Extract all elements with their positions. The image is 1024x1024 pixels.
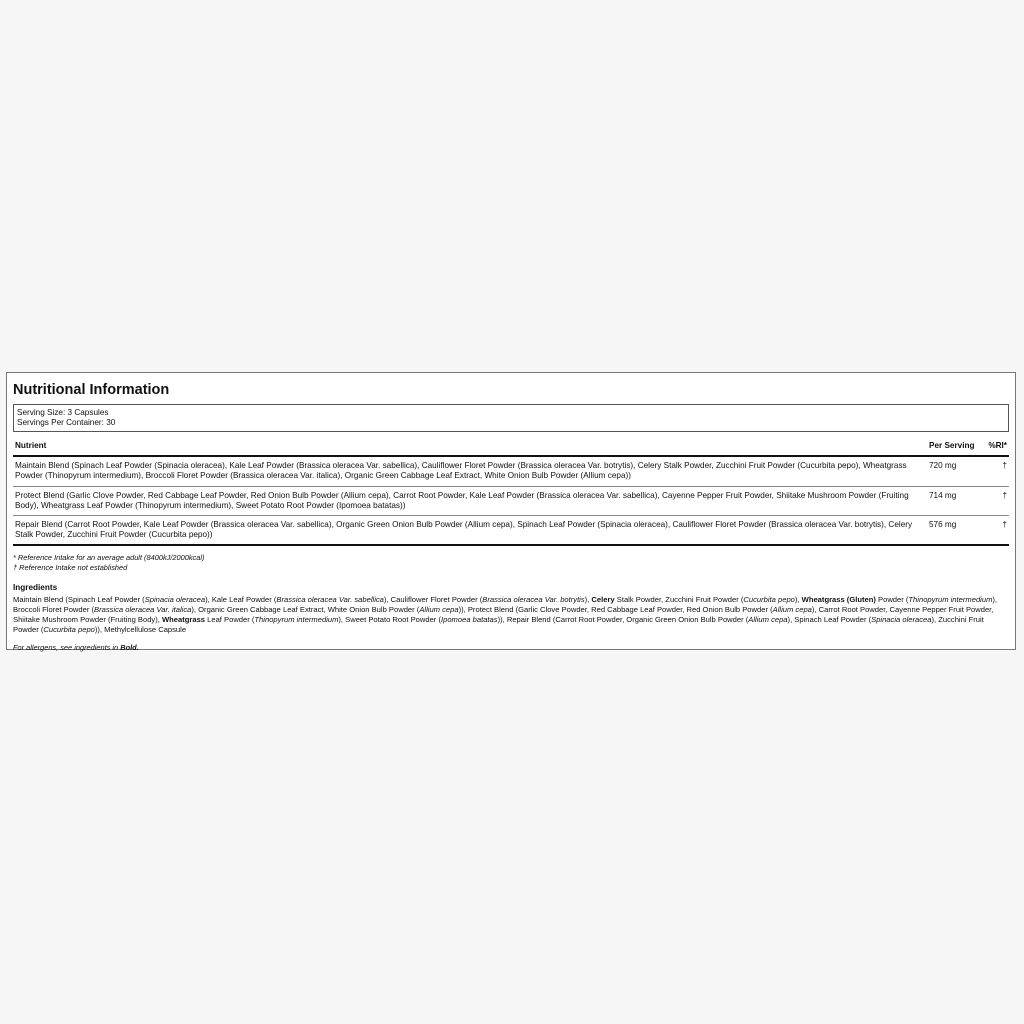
header-ri: %RI* xyxy=(981,438,1009,456)
ingredient-text-segment: ), xyxy=(584,595,592,605)
ingredient-allergen: Wheatgrass xyxy=(161,615,206,625)
ingredient-text-segment: Leaf Powder ( xyxy=(205,615,255,625)
serving-info-box xyxy=(13,404,1009,432)
ingredient-text-segment: ), Sweet Potato Root Powder ( xyxy=(338,615,441,625)
allergen-note xyxy=(13,643,1009,653)
ingredient-text-segment: Stalk Powder, Zucchini Fruit Powder ( xyxy=(614,595,744,605)
ingredient-latin-name: Allium cepa xyxy=(748,615,788,625)
footnotes xyxy=(13,553,1009,573)
ingredient-allergen: Celery xyxy=(591,595,615,605)
table-header-row xyxy=(13,438,1009,456)
ingredient-text-segment: )), Methylcellulose Capsule xyxy=(94,625,187,635)
ingredients-text xyxy=(13,595,1009,635)
table-row xyxy=(13,516,1009,546)
ingredient-allergen: Wheatgrass (Gluten) xyxy=(801,595,876,605)
ingredient-text-segment: ), Carrot Root Powder, Cayenne Pepper Fruit Powder, Shiitake Mushroom Powder (Fruiting Body), xyxy=(13,605,994,625)
ri-cell: † xyxy=(981,516,1009,546)
nutrient-cell: Protect Blend (Garlic Clove Powder, Red Cabbage Leaf Powder, Red Onion Bulb Powder (Allium cepa), Carrot Root Powder, Kale Leaf Powder (Brassica oleracea Var. sabellica), Cayenne Pepper Fruit Powder, Shiitake Mushroom Powder (Fruiting Body), Wheatgrass Leaf Powder (Thinopyrum intermedium), Sweet Potato Root Powder (Ipomoea batatas)) xyxy=(13,486,927,515)
ingredient-text-segment: ), xyxy=(794,595,802,605)
serving-size: Serving Size: 3 Capsules xyxy=(17,408,109,417)
ingredient-text-segment: ), Organic Green Cabbage Leaf Extract, White Onion Bulb Powder ( xyxy=(191,605,420,615)
ingredient-latin-name: Cucurbita pepo xyxy=(43,625,95,635)
table-row xyxy=(13,486,1009,515)
header-nutrient: Nutrient xyxy=(13,438,927,456)
ingredient-text-segment: ), Broccoli Floret Powder ( xyxy=(13,595,998,615)
ingredient-latin-name: Thinopyrum intermedium xyxy=(254,615,339,625)
footnote-dagger: † Reference Intake not established xyxy=(13,563,128,573)
ingredient-text-segment: ), Zucchini Fruit Powder ( xyxy=(13,615,984,635)
ingredient-text-segment: Maintain Blend (Spinach Leaf Powder ( xyxy=(13,595,145,605)
ingredient-text-segment: )), Protect Blend (Garlic Clove Powder, Red Cabbage Leaf Powder, Red Onion Bulb Powder ( xyxy=(458,605,773,615)
ingredient-text-segment: ), Kale Leaf Powder ( xyxy=(205,595,277,605)
ingredient-text-segment: )), Repair Blend (Carrot Root Powder, Organic Green Onion Bulb Powder ( xyxy=(497,615,749,625)
ingredient-latin-name: Spinacia oleracea xyxy=(871,615,932,625)
ingredient-latin-name: Brassica oleracea Var. sabellica xyxy=(276,595,384,605)
nutrient-cell: Repair Blend (Carrot Root Powder, Kale Leaf Powder (Brassica oleracea Var. sabellica), Organic Green Onion Bulb Powder (Allium cepa), Spinach Leaf Powder (Spinacia oleracea), Cauliflower Floret Powder (Brassica oleracea Var. botrytis), Celery Stalk Powder, Zucchini Fruit Powder (Cucurbita pepo)) xyxy=(13,516,927,546)
nutrient-table xyxy=(13,438,1009,546)
ingredient-latin-name: Spinacia oleracea xyxy=(144,595,206,605)
panel-title: Nutritional Information xyxy=(13,382,170,398)
per-serving-cell: 576 mg xyxy=(927,516,981,546)
ri-cell: † xyxy=(981,456,1009,486)
ri-cell: † xyxy=(981,486,1009,515)
allergen-note-prefix: For allergens, see ingredients in xyxy=(13,643,121,653)
header-per-serving: Per Serving xyxy=(927,438,981,456)
allergen-note-bold: Bold. xyxy=(120,643,139,653)
per-serving-cell: 714 mg xyxy=(927,486,981,515)
ingredient-text-segment: Powder ( xyxy=(875,595,909,605)
per-serving-cell: 720 mg xyxy=(927,456,981,486)
nutrition-panel xyxy=(6,372,1016,653)
ingredient-latin-name: Brassica oleracea Var. botrytis xyxy=(482,595,585,605)
ingredient-latin-name: Brassica oleracea Var. italica xyxy=(94,605,192,615)
ingredient-text-segment: ), Cauliflower Floret Powder ( xyxy=(383,595,483,605)
nutrient-cell: Maintain Blend (Spinach Leaf Powder (Spinacia oleracea), Kale Leaf Powder (Brassica oleracea Var. sabellica), Cauliflower Floret Powder (Brassica oleracea Var. botrytis), Celery Stalk Powder, Zucchini Fruit Powder (Cucurbita pepo), Wheatgrass Powder (Thinopyrum intermedium), Broccoli Floret Powder (Brassica oleracea Var. italica), Organic Green Cabbage Leaf Extract, White Onion Bulb Powder (Allium cepa)) xyxy=(13,456,927,486)
ingredient-latin-name: Cucurbita pepo xyxy=(743,595,795,605)
ingredient-text-segment: ), Spinach Leaf Powder ( xyxy=(787,615,872,625)
table-row xyxy=(13,456,1009,486)
ingredient-latin-name: Thinopyrum intermedium xyxy=(908,595,993,605)
ingredients-heading: Ingredients xyxy=(13,583,58,593)
servings-per-container: Servings Per Container: 30 xyxy=(17,418,116,427)
ingredient-latin-name: Allium cepa xyxy=(772,605,812,615)
ingredient-latin-name: Allium cepa xyxy=(419,605,459,615)
ingredient-latin-name: Ipomoea batatas xyxy=(440,615,498,625)
footnote-ri: * Reference Intake for an average adult (8400kJ/2000kcal) xyxy=(13,553,205,563)
